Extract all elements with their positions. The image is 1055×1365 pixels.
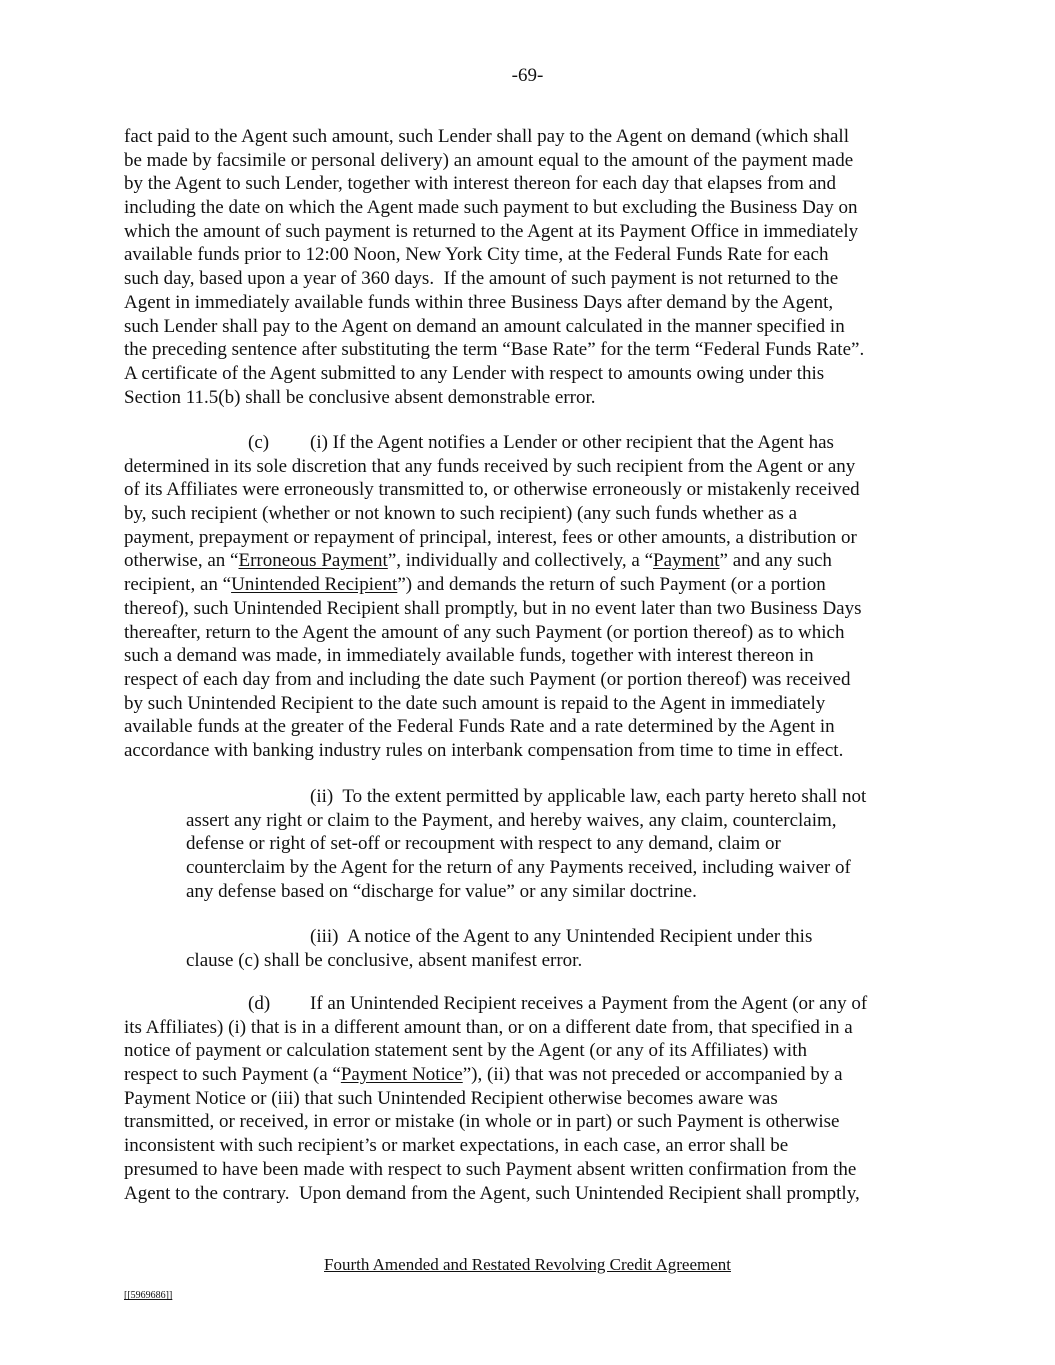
text-line: clause (c) shall be conclusive, absent manifest error. <box>186 949 583 971</box>
text-fragment: ” and any such <box>719 550 832 572</box>
defined-term-payment: Payment <box>653 550 720 572</box>
text-line: by, such recipient (whether or not known to such recipient) (any such funds whether as a <box>124 503 798 525</box>
text-line: such a demand was made, in immediately available funds, together with interest thereon in <box>124 645 814 667</box>
defined-term-erroneous-payment: Erroneous Payment <box>238 550 388 572</box>
text-line: be made by facsimile or personal delivery) an amount equal to the amount of the payment made <box>124 149 854 171</box>
text-line: which the amount of such payment is returned to the Agent at its Payment Office in immediately <box>124 220 859 242</box>
text-line <box>186 925 946 949</box>
clause-c-iii-lead: (iii) A notice of the Agent to any Unintended Recipient under this <box>310 926 813 947</box>
clause-c-i-lead: (i) If the Agent notifies a Lender or other recipient that the Agent has <box>310 432 834 453</box>
text-fragment: ”, individually and collectively, a “ <box>387 550 654 572</box>
text-line: Section 11.5(b) shall be conclusive absent demonstrable error. <box>124 386 596 408</box>
text-line: by the Agent to such Lender, together with interest thereon for each day that elapses from and <box>124 173 837 195</box>
text-line: assert any right or claim to the Payment, and hereby waives, any claim, counterclaim, <box>186 809 837 831</box>
text-line: thereof), such Unintended Recipient shall promptly, but in no event later than two Business Days <box>124 597 862 619</box>
text-line <box>124 573 944 597</box>
text-line <box>124 549 944 573</box>
text-line <box>186 785 946 809</box>
text-line: thereafter, return to the Agent the amount of any such Payment (or portion thereof) as to which <box>124 621 845 643</box>
text-line: defense or right of set-off or recoupment with respect to any demand, claim or <box>186 833 781 855</box>
text-line <box>124 992 944 1016</box>
text-line: its Affiliates) (i) that is in a different amount than, or on a different date from, that specified in a <box>124 1016 853 1038</box>
footer-agreement-title: Fourth Amended and Restated Revolving Credit Agreement <box>324 1255 731 1274</box>
text-line: payment, prepayment or repayment of principal, interest, fees or other amounts, a distribution or <box>124 526 857 548</box>
text-line: the preceding sentence after substituting the term “Base Rate” for the term “Federal Funds Rate”. <box>124 339 865 361</box>
text-line: of its Affiliates were erroneously transmitted to, or otherwise erroneously or mistakenly received <box>124 479 860 501</box>
text-line: fact paid to the Agent such amount, such Lender shall pay to the Agent on demand (which shall <box>124 126 849 147</box>
clause-label-c: (c) <box>248 432 270 453</box>
text-line: counterclaim by the Agent for the return of any Payments received, including waiver of <box>186 857 851 879</box>
paragraph-c-iii <box>186 925 946 972</box>
defined-term-unintended-recipient: Unintended Recipient <box>231 574 398 596</box>
document-id: [[5969686]] <box>124 1290 173 1301</box>
text-line: available funds at the greater of the Federal Funds Rate and a rate determined by the Agent in <box>124 716 835 738</box>
text-line <box>124 1063 944 1087</box>
text-line: available funds prior to 12:00 Noon, New York City time, at the Federal Funds Rate for each <box>124 244 829 266</box>
text-line: Agent in immediately available funds within three Business Days after demand by the Agent, <box>124 291 834 313</box>
clause-label-d: (d) <box>248 993 271 1014</box>
clause-c-ii-lead: (ii) To the extent permitted by applicable law, each party hereto shall not <box>310 786 867 807</box>
text-line: presumed to have been made with respect to such Payment absent written confirmation from the <box>124 1158 857 1180</box>
text-fragment: ”), (ii) that was not preceded or accompanied by a <box>462 1064 843 1086</box>
text-fragment: otherwise, an “ <box>124 550 239 572</box>
text-line: A certificate of the Agent submitted to any Lender with respect to amounts owing under this <box>124 362 825 384</box>
text-line: by such Unintended Recipient to the date such amount is repaid to the Agent in immediately <box>124 692 826 714</box>
text-line: notice of payment or calculation statement sent by the Agent (or any of its Affiliates) with <box>124 1040 807 1062</box>
text-line: transmitted, or received, in error or mistake (in whole or in part) or such Payment is otherwise <box>124 1111 840 1133</box>
clause-d-lead: If an Unintended Recipient receives a Payment from the Agent (or any of <box>310 993 868 1014</box>
defined-term-payment-notice: Payment Notice <box>340 1064 463 1086</box>
text-fragment: respect to such Payment (a “ <box>124 1064 341 1086</box>
text-line: inconsistent with such recipient’s or market expectations, in each case, an error shall be <box>124 1135 789 1157</box>
text-fragment: ”) and demands the return of such Payment (or a portion <box>397 574 826 596</box>
text-line: such Lender shall pay to the Agent on demand an amount calculated in the manner specified in <box>124 315 845 337</box>
page-number: -69- <box>511 65 544 86</box>
text-line: respect of each day from and including the date such Payment (or portion thereof) was received <box>124 668 851 690</box>
text-line: any defense based on “discharge for value” or any similar doctrine. <box>186 880 697 902</box>
paragraph-d <box>124 992 944 1205</box>
text-line: such day, based upon a year of 360 days. If the amount of such payment is not returned to the <box>124 268 839 290</box>
text-line: Agent to the contrary. Upon demand from the Agent, such Unintended Recipient shall promptly, <box>124 1182 860 1204</box>
paragraph-c-ii <box>186 785 946 903</box>
text-line: including the date on which the Agent made such payment to but excluding the Business Day on <box>124 197 858 219</box>
paragraph-b-continuation <box>124 125 944 409</box>
text-fragment: recipient, an “ <box>124 574 232 596</box>
text-line: accordance with banking industry rules on interbank compensation from time to time in effect. <box>124 739 844 761</box>
text-line: Payment Notice or (iii) that such Unintended Recipient otherwise becomes aware was <box>124 1087 778 1109</box>
text-line: determined in its sole discretion that any funds received by such recipient from the Agent or any <box>124 455 856 477</box>
text-line <box>124 431 944 455</box>
paragraph-c <box>124 431 944 763</box>
